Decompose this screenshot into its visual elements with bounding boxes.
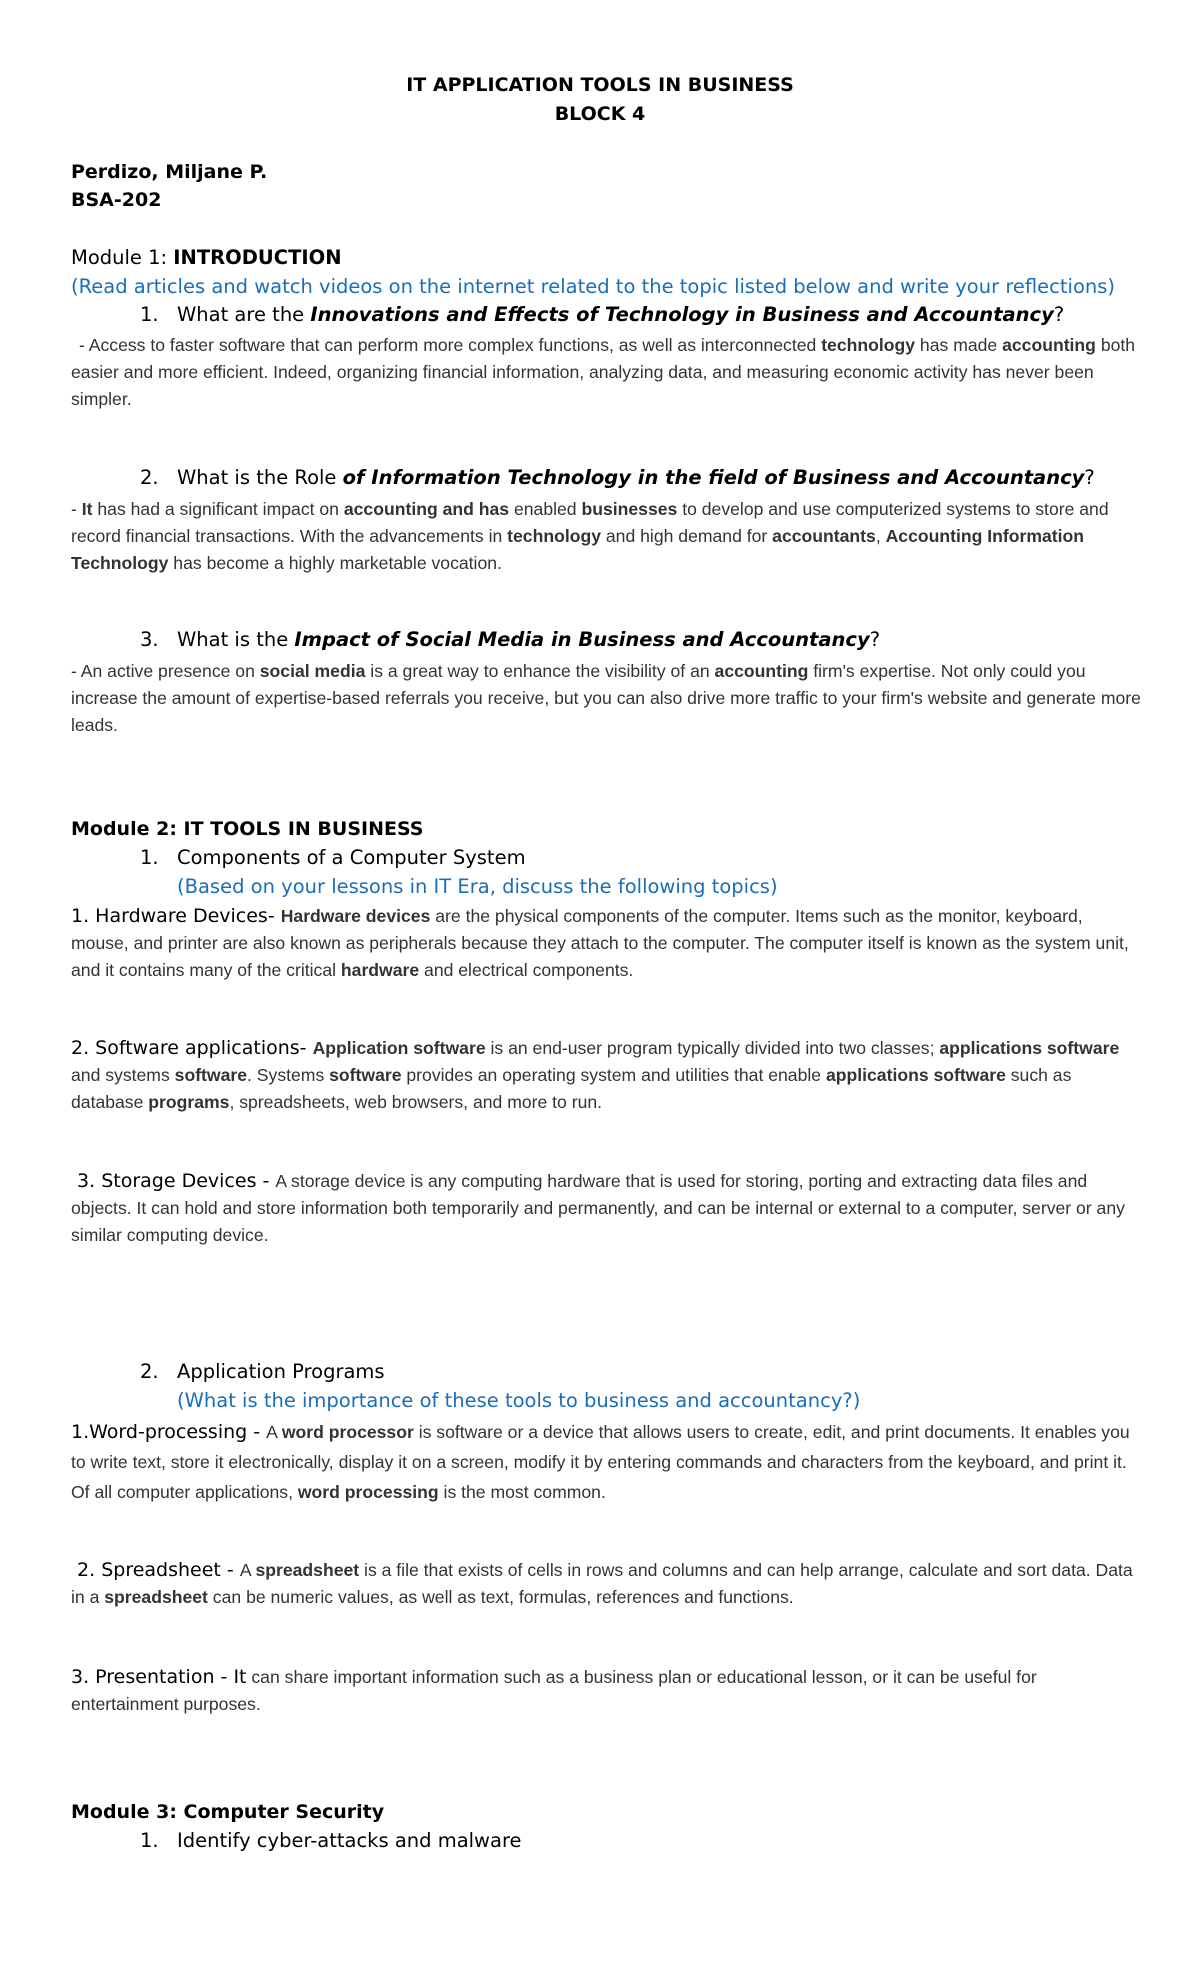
- paragraph-bold: applications software: [825, 1065, 1006, 1085]
- paragraph-text: A storage device is any computing hardware that is used for storing, porting and extracting data files and objects. It can hold and store information both temporarily and permanently, and can be internal or external to a computer, server or any similar computing device.: [71, 1171, 1125, 1245]
- question-prefix: What are the: [177, 303, 311, 326]
- module1-heading-prefix: Module 1:: [71, 246, 174, 269]
- answer-bold: social media: [259, 661, 366, 681]
- question-number: 1.: [140, 303, 159, 326]
- question-suffix: ?: [1053, 303, 1065, 326]
- section-title: Identify cyber-attacks and malware: [177, 1829, 522, 1852]
- module2-section-1-instruction: (Based on your lessons in IT Era, discuss the following topics): [177, 875, 778, 898]
- answer-text: to develop and use computerized systems to store and record financial transactions. With the advancements in: [71, 499, 1109, 546]
- paragraph-lead: 1.Word-processing -: [71, 1421, 267, 1443]
- answer-text: has made: [915, 335, 1003, 355]
- question-suffix: ?: [1084, 466, 1095, 489]
- paragraph-lead: 3. Presentation -: [71, 1666, 234, 1688]
- module1-heading: [71, 246, 342, 269]
- section-number: 2.: [140, 1360, 159, 1383]
- paragraph-bold: hardware: [340, 960, 420, 980]
- answer-bold: technology: [507, 526, 601, 546]
- paragraph-lead: 3. Storage Devices -: [71, 1170, 276, 1192]
- answer-text: has become a highly marketable vocation.: [168, 553, 502, 573]
- module2-section-1-title: [140, 846, 526, 869]
- word-processing-paragraph: [71, 1417, 1141, 1507]
- answer-bold: accounting: [714, 661, 809, 681]
- storage-devices-paragraph: [71, 1168, 1141, 1249]
- spreadsheet-paragraph: [71, 1557, 1141, 1611]
- paragraph-text: and systems: [71, 1065, 175, 1085]
- paragraph-text: and electrical components.: [419, 960, 634, 980]
- module2-section-2-instruction: (What is the importance of these tools to business and accountancy?): [177, 1389, 861, 1412]
- paragraph-text: is software or a device that allows users to create, edit, and print documents. It enables you to write text, store it electronically, display it on a screen, modify it by entering commands and characters from the keyboard, and print it. Of all computer applications,: [71, 1422, 1130, 1502]
- paragraph-bold: Hardware devices: [280, 906, 431, 926]
- paragraph-text: It: [233, 1666, 247, 1688]
- answer-text: is a great way to enhance the visibility of an: [365, 661, 715, 681]
- section-title: Application Programs: [177, 1360, 385, 1383]
- presentation-paragraph: [71, 1664, 1141, 1718]
- answer-text: both easier and more efficient. Indeed, organizing financial information, analyzing data, and measuring economic activity has never been simpler.: [71, 335, 1136, 409]
- module1-question-2: [140, 466, 1095, 489]
- answer-bold: accountants: [772, 526, 876, 546]
- answer-bold: accounting: [1002, 335, 1096, 355]
- question-prefix: What is the Role: [177, 466, 343, 489]
- software-applications-paragraph: [71, 1035, 1141, 1116]
- module1-heading-title: INTRODUCTION: [173, 246, 342, 269]
- module1-question-3: [140, 628, 880, 651]
- question-prefix: What is the: [177, 628, 295, 651]
- section-number: 1.: [140, 846, 159, 869]
- paragraph-bold: applications software: [939, 1038, 1120, 1058]
- answer-bold: accounting and has: [343, 499, 510, 519]
- module2-section-2-title: [140, 1360, 385, 1383]
- paragraph-lead: 2. Software applications-: [71, 1037, 313, 1059]
- answer-text: firm's expertise. Not only could you increase the amount of expertise-based referrals you receive, but you can also drive more traffic to your firm's website and generate more leads.: [71, 661, 1141, 735]
- question-emphasis: of Information Technology in the field of Business and Accountancy: [342, 466, 1085, 489]
- paragraph-text: A: [266, 1422, 282, 1442]
- module1-answer-3: [71, 658, 1141, 739]
- student-name: Perdizo, Miljane P.: [71, 161, 268, 183]
- section-number: 1.: [140, 1829, 159, 1852]
- module1-answer-1: [71, 332, 1141, 413]
- answer-text: - Access to faster software that can perform more complex functions, as well as interconnected: [79, 335, 822, 355]
- answer-text: and high demand for: [601, 526, 773, 546]
- module2-heading: Module 2: IT TOOLS IN BUSINESS: [71, 818, 424, 840]
- answer-text: ,: [875, 526, 886, 546]
- document-title: IT APPLICATION TOOLS IN BUSINESS: [406, 74, 794, 96]
- answer-bold: businesses: [581, 499, 678, 519]
- paragraph-bold: programs: [148, 1092, 230, 1112]
- paragraph-text: is an end-user program typically divided into two classes;: [485, 1038, 940, 1058]
- question-emphasis: Impact of Social Media in Business and Accountancy: [294, 628, 870, 651]
- module1-question-1: [140, 303, 1064, 326]
- paragraph-text: can be numeric values, as well as text, formulas, references and functions.: [207, 1587, 794, 1607]
- paragraph-text: such as database: [71, 1065, 1072, 1112]
- question-number: 2.: [140, 466, 159, 489]
- paragraph-bold: word processing: [297, 1482, 439, 1502]
- module3-heading: Module 3: Computer Security: [71, 1801, 385, 1823]
- answer-text: enabled: [509, 499, 582, 519]
- paragraph-text: is a file that exists of cells in rows and columns and can help arrange, calculate and sort data. Data in a: [71, 1560, 1133, 1607]
- paragraph-text: , spreadsheets, web browsers, and more to run.: [229, 1092, 603, 1112]
- question-suffix: ?: [869, 628, 881, 651]
- module3-section-1-title: [140, 1829, 522, 1852]
- answer-bold: technology: [821, 335, 916, 355]
- document-block: BLOCK 4: [554, 103, 646, 125]
- paragraph-bold: spreadsheet: [255, 1560, 360, 1580]
- paragraph-bold: spreadsheet: [104, 1587, 208, 1607]
- paragraph-lead: 2. Spreadsheet -: [71, 1559, 240, 1581]
- paragraph-text: can share important information such as a business plan or educational lesson, or it can be useful for entertainment purposes.: [71, 1667, 1037, 1714]
- module1-answer-2: [71, 496, 1141, 577]
- paragraph-bold: word processor: [281, 1422, 414, 1442]
- question-number: 3.: [140, 628, 159, 651]
- paragraph-text: provides an operating system and utilities that enable: [401, 1065, 826, 1085]
- answer-bold: Accounting Information Technology: [71, 526, 1084, 573]
- answer-text: -: [71, 499, 82, 519]
- paragraph-bold: software: [329, 1065, 402, 1085]
- paragraph-bold: software: [174, 1065, 248, 1085]
- hardware-devices-paragraph: [71, 903, 1141, 984]
- paragraph-text: is the most common.: [438, 1482, 606, 1502]
- answer-text: - An active presence on: [71, 661, 260, 681]
- paragraph-text: are the physical components of the computer. Items such as the monitor, keyboard, mouse, and printer are also known as peripherals because they attach to the computer. The computer itself is known as the system unit, and it contains many of the critical: [71, 906, 1129, 980]
- section-title: Components of a Computer System: [177, 846, 526, 869]
- student-section: BSA-202: [71, 189, 162, 211]
- question-emphasis: Innovations and Effects of Technology in Business and Accountancy: [310, 303, 1054, 326]
- paragraph-lead: 1. Hardware Devices-: [71, 905, 281, 927]
- paragraph-text: A: [239, 1560, 256, 1580]
- paragraph-bold: Application software: [312, 1038, 486, 1058]
- module1-instruction: (Read articles and watch videos on the internet related to the topic listed below and write your reflections): [71, 275, 1116, 298]
- answer-bold: It: [81, 499, 93, 519]
- answer-text: has had a significant impact on: [92, 499, 344, 519]
- paragraph-text: . Systems: [247, 1065, 330, 1085]
